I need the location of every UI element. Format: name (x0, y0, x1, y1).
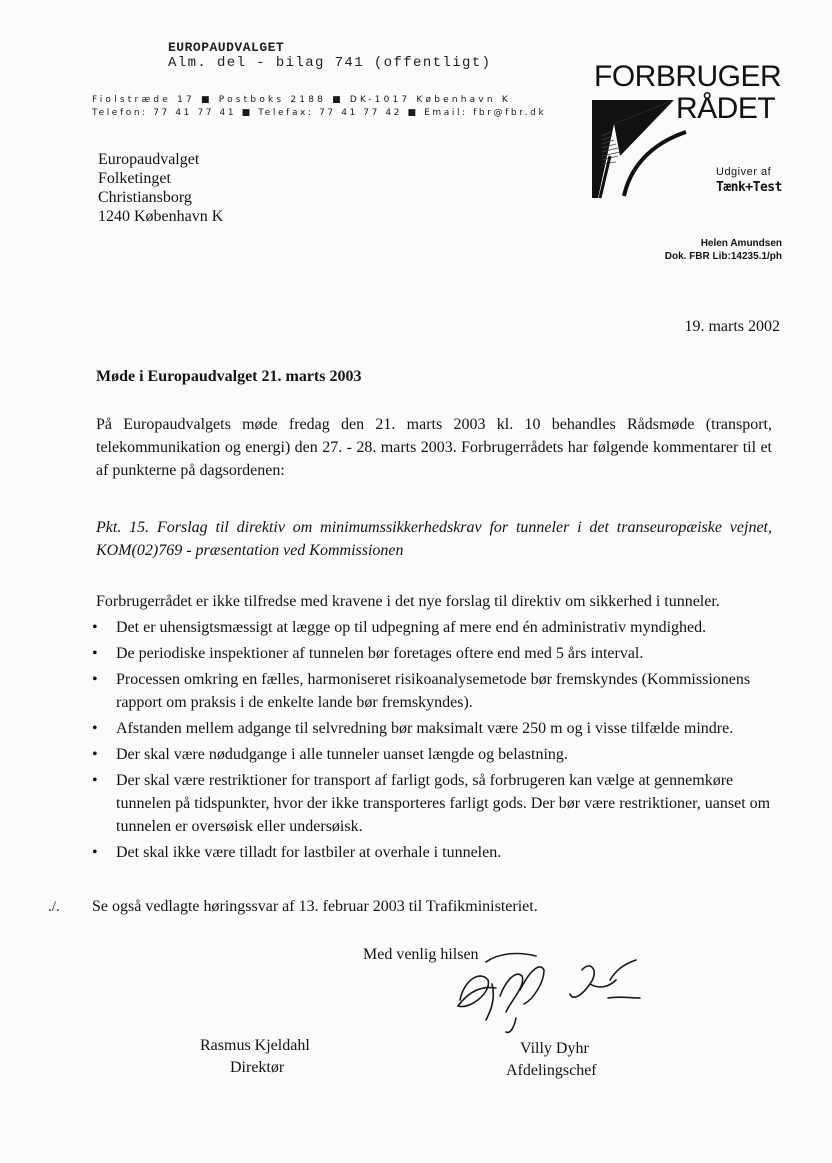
forbrugerraadet-logo-icon (590, 96, 700, 200)
intro-paragraph: På Europaudvalgets møde fredag den 21. marts 2003 kl. 10 behandles Rådsmøde (transport, telekommunikation og energi) den 27. - 28. marts 2003. Forbrugerrådets har følgende kommentarer til et af punkterne på dagsordenen: (96, 416, 772, 479)
body-intro: Forbrugerrådet er ikke tilfredse med kravene i det nye forslag til direktiv om sikkerhed i tunneler. (96, 593, 720, 610)
list-item (92, 616, 772, 639)
closing-greeting: Med venlig hilsen (363, 946, 479, 963)
recipient-line: Folketinget (98, 170, 171, 187)
recipient-line: 1240 København K (98, 208, 224, 225)
enclosure-note: Se også vedlagte høringssvar af 13. februar 2003 til Trafikministeriet. (92, 898, 538, 915)
logo-text-forbruger: FORBRUGER (594, 60, 782, 93)
list-item-text: Afstanden mellem adgange til selvredning bør maksimalt være 250 m og i visse tilfælde mindre. (116, 720, 734, 737)
bullet: • (92, 619, 98, 636)
handwritten-signature-icon (440, 940, 660, 1040)
enclosure-mark: ./. (48, 899, 60, 915)
agenda-item: Pkt. 15. Forslag til direktiv om minimumssikkerhedskrav for tunneler i det transeuropæiske vejnet, KOM(02)769 - præsentation ved Kommissionen (96, 519, 772, 559)
signatory-name: Rasmus Kjeldahl (200, 1037, 310, 1054)
stamp-title: EUROPAUDVALGET (168, 40, 285, 55)
list-item (92, 769, 772, 838)
letter-subject: Møde i Europaudvalget 21. marts 2003 (96, 368, 362, 385)
list-item-text: De periodiske inspektioner af tunnelen bør foretages oftere end med 5 års interval. (116, 645, 644, 662)
recipient-line: Christiansborg (98, 189, 192, 206)
list-item (92, 668, 772, 714)
publisher-label: Udgiver af (716, 166, 772, 178)
reference-author: Helen Amundsen (700, 238, 782, 249)
list-item (92, 642, 772, 665)
list-item-text: Processen omkring en fælles, harmoniseret risikoanalysemetode bør fremskyndes (Kommissionens rapport om praksis i de enkelte lande bør fremskyndes). (116, 671, 751, 711)
signatory-title: Direktør (230, 1059, 285, 1076)
bullet: • (92, 720, 98, 737)
list-item (92, 743, 772, 766)
signatory-name: Villy Dyhr (520, 1040, 589, 1057)
letterhead-contact: Telefon: 77 41 77 41 ■ Telefax: 77 41 77 42 ■ Email: fbr@fbr.dk (92, 108, 547, 118)
bullet: • (92, 772, 98, 789)
publisher-name: Tænk+Test (716, 180, 782, 195)
list-item-text: Det er uhensigtsmæssigt at lægge op til udpegning af mere end én administrativ myndighed. (116, 619, 707, 636)
comment-list (92, 616, 772, 867)
letterhead-address: Fiolstræde 17 ■ Postboks 2188 ■ DK-1017 København K (92, 95, 511, 105)
reference-doc-id: Dok. FBR Lib:14235.1/ph (664, 251, 782, 262)
recipient-line: Europaudvalget (98, 151, 200, 168)
bullet: • (92, 746, 98, 763)
logo-text-raadet: RÅDET (676, 92, 776, 125)
list-item (92, 717, 772, 740)
signatory-title: Afdelingschef (506, 1062, 597, 1079)
bullet: • (92, 645, 98, 662)
bullet: • (92, 671, 98, 688)
list-item-text: Der skal være nødudgange i alle tunneler uanset længde og belastning. (116, 746, 568, 763)
recipient-address (98, 150, 223, 226)
stamp-reference: Alm. del - bilag 741 (offentligt) (168, 55, 492, 71)
letter-date: 19. marts 2002 (684, 318, 780, 335)
list-item (92, 841, 772, 864)
bullet: • (92, 844, 98, 861)
list-item-text: Det skal ikke være tilladt for lastbiler at overhale i tunnelen. (116, 844, 502, 861)
list-item-text: Der skal være restriktioner for transport af farligt gods, så forbrugeren kan vælge at gennemkøre tunnelen på tidspunkter, hvor der ikke transporteres farligt gods. Der bør være restriktioner, uanset om tunnelen er oversøisk eller undersøisk. (116, 772, 771, 835)
